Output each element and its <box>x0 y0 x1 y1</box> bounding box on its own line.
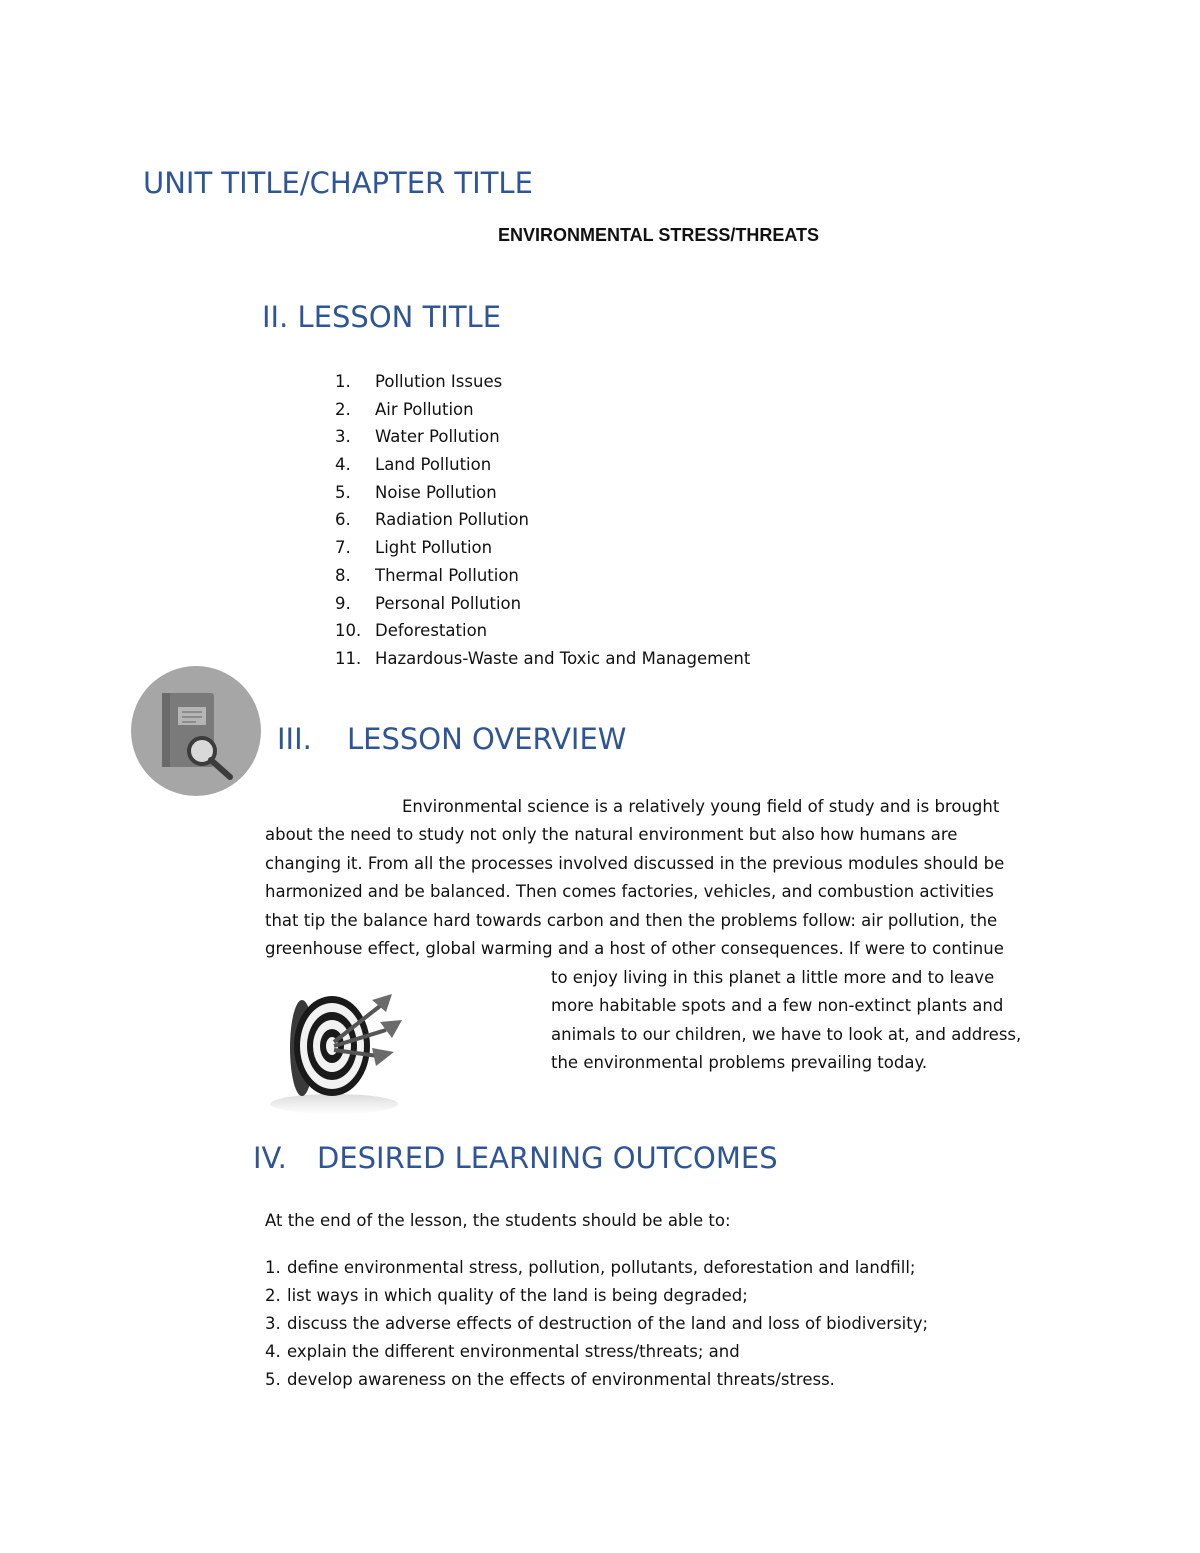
outcomes-heading <box>253 1141 778 1175</box>
item-number: 3. <box>335 427 351 447</box>
list-item <box>335 508 750 536</box>
list-item <box>335 564 750 592</box>
item-number: 1. <box>335 372 351 391</box>
paragraph-line: more habitable spots and a few non-extinct plants and <box>551 996 1004 1016</box>
paragraph-line: about the need to study not only the natural environment but also how humans are <box>265 825 958 845</box>
item-number: 8. <box>335 565 351 585</box>
item-number: 4. <box>335 455 351 475</box>
overview-heading <box>277 722 626 756</box>
item-number: 2. <box>335 399 351 419</box>
overview-paragraph <box>265 793 1004 963</box>
overview-paragraph-continued <box>551 964 1021 1078</box>
list-item <box>265 1312 928 1340</box>
item-number: 5. <box>335 482 351 502</box>
item-number: 6. <box>335 510 351 530</box>
item-text: Thermal Pollution <box>375 565 519 585</box>
item-number: 11. <box>335 648 362 668</box>
list-item <box>335 536 750 564</box>
list-item <box>335 425 750 453</box>
item-number: 2. <box>265 1286 281 1305</box>
item-number: 7. <box>335 538 351 558</box>
item-number: 5. <box>265 1370 281 1389</box>
list-item <box>265 1284 928 1312</box>
outcomes-list <box>265 1256 928 1396</box>
item-text: Water Pollution <box>375 427 500 447</box>
item-text: discuss the adverse effects of destruction of the land and loss of biodiversity; <box>287 1314 929 1333</box>
paragraph-line: that tip the balance hard towards carbon and then the problems follow: air pollution, the <box>265 910 998 930</box>
list-item <box>335 453 750 481</box>
list-item <box>335 619 750 647</box>
section-title: LESSON OVERVIEW <box>347 722 627 756</box>
item-text: Personal Pollution <box>375 593 522 613</box>
paragraph-line: Environmental science is a relatively young field of study and is brought <box>402 797 1000 816</box>
item-text: explain the different environmental stress/threats; and <box>287 1342 740 1361</box>
item-text: Deforestation <box>375 621 488 641</box>
book-magnifier-icon <box>130 665 262 797</box>
paragraph-line: the environmental problems prevailing today. <box>551 1053 928 1073</box>
item-text: develop awareness on the effects of environmental threats/stress. <box>287 1370 835 1389</box>
paragraph-line: greenhouse effect, global warming and a host of other consequences. If were to continue <box>265 939 1004 959</box>
item-text: Air Pollution <box>375 399 474 419</box>
item-text: Pollution Issues <box>375 372 503 391</box>
target-darts-icon <box>268 990 410 1116</box>
paragraph-line: to enjoy living in this planet a little more and to leave <box>551 968 995 987</box>
paragraph-line: changing it. From all the processes involved discussed in the previous modules should be <box>265 853 1005 873</box>
section-number: III. <box>277 722 312 756</box>
item-text: list ways in which quality of the land is being degraded; <box>287 1286 748 1305</box>
item-number: 3. <box>265 1314 281 1333</box>
list-item <box>265 1368 928 1396</box>
item-text: Light Pollution <box>375 538 493 558</box>
list-item <box>335 647 750 675</box>
list-item <box>335 398 750 426</box>
item-text: Hazardous-Waste and Toxic and Management <box>375 648 751 668</box>
list-item <box>335 481 750 509</box>
item-number: 4. <box>265 1342 281 1361</box>
list-item <box>265 1256 928 1284</box>
paragraph-line: harmonized and be balanced. Then comes factories, vehicles, and combustion activities <box>265 882 994 902</box>
section-number: IV. <box>253 1141 287 1175</box>
item-number: 1. <box>265 1258 281 1277</box>
item-text: Noise Pollution <box>375 482 497 502</box>
paragraph-line: animals to our children, we have to look at, and address, <box>551 1024 1022 1044</box>
item-text: Land Pollution <box>375 455 492 475</box>
list-item <box>265 1340 928 1368</box>
list-item <box>335 370 750 398</box>
item-number: 10. <box>335 621 362 641</box>
outcomes-intro: At the end of the lesson, the students should be able to: <box>265 1211 731 1230</box>
chapter-subtitle: ENVIRONMENTAL STRESS/THREATS <box>498 225 820 245</box>
lesson-list <box>335 370 750 675</box>
lesson-title-heading: II. LESSON TITLE <box>262 300 502 334</box>
section-title: DESIRED LEARNING OUTCOMES <box>317 1141 778 1175</box>
item-text: define environmental stress, pollution, pollutants, deforestation and landfill; <box>287 1258 916 1277</box>
unit-title: UNIT TITLE/CHAPTER TITLE <box>143 166 533 200</box>
list-item <box>335 592 750 620</box>
item-number: 9. <box>335 593 351 613</box>
item-text: Radiation Pollution <box>375 510 529 530</box>
